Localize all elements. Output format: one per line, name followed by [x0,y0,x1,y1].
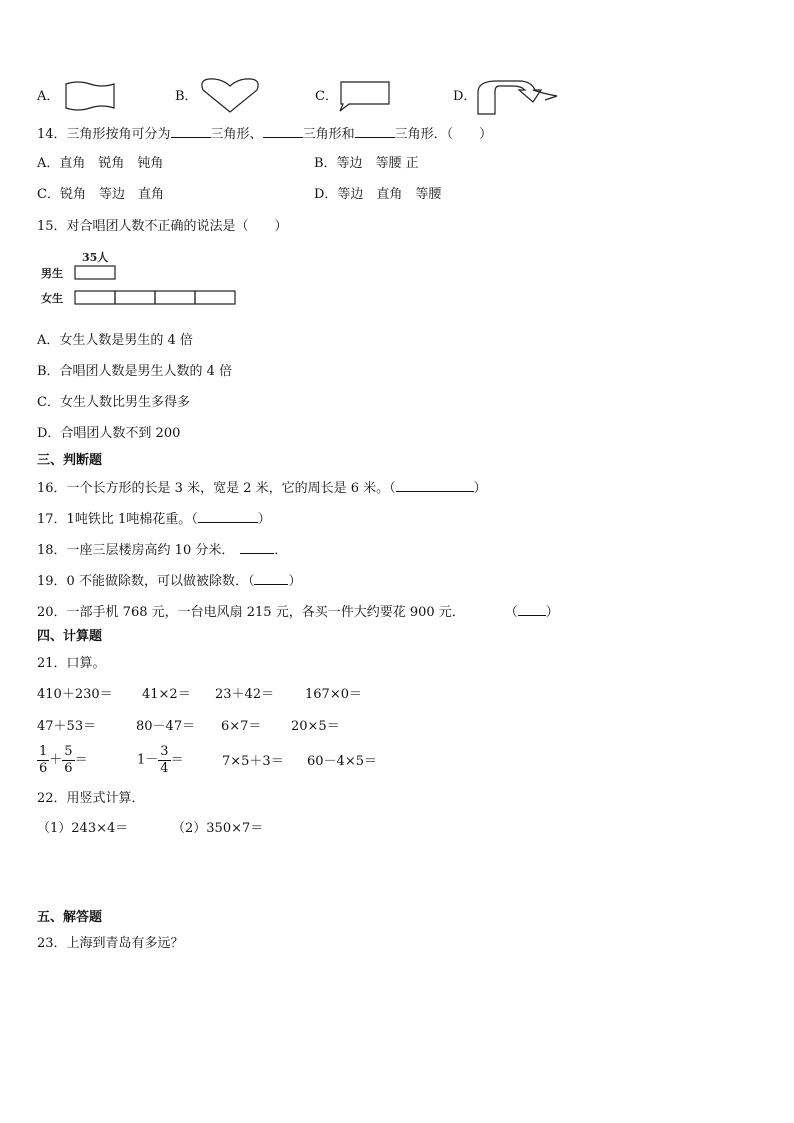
calc-item: 167×0＝ [305,687,362,702]
calc-item: 60－4×5＝ [307,754,377,769]
calc-item: 6×7＝ [221,719,262,734]
calc-item: 47＋53＝ [37,719,97,734]
question-22-stem: 22．用竖式计算． [37,791,145,806]
question-20: 20．一部手机 768 元，一台电风扇 215 元，各买一件大约要花 900 元． （ ） [37,602,559,622]
question-14-option-d[interactable]: D．等边 直角 等腰 [314,187,442,202]
calc-fraction-sum: $\frac{1}{6}$ ＋ $\frac{5}{6}$ ＝ [39,744,88,776]
option-c-label: C． [315,89,338,104]
calc-item: 41×2＝ [142,687,191,702]
diagram-top-label: 35人 [82,251,109,264]
question-21-stem: 21．口算。 [37,656,106,671]
section-5-title: 五、解答题 [37,910,103,925]
fraction: $\frac{5}{6}$ [64,744,73,776]
question-15-stem: 15．对合唱团人数不正确的说法是（ ） [37,219,288,234]
blank-17[interactable] [198,509,258,523]
blank-19[interactable] [254,571,288,585]
blank-16[interactable] [396,478,474,492]
question-14-option-a[interactable]: A．直角 锐角 钝角 [37,156,164,171]
calc-item: 7×5＋3＝ [222,754,284,769]
question-15-option-d[interactable]: D．合唱团人数不到 200 [37,426,181,441]
question-23-stem: 23．上海到青岛有多远？ [37,936,184,951]
option-b-label: B． [175,89,198,104]
calc-item: 20×5＝ [291,719,340,734]
speech-bubble-icon [337,80,393,112]
calc-item: 410＋230＝ [37,687,113,702]
calc-item: 80－47＝ [136,719,196,734]
blank-14-3[interactable] [355,124,395,138]
heart-icon [199,78,261,114]
option-d-label: D． [453,89,477,104]
flag-icon [64,80,118,112]
curved-arrow-icon [475,78,559,116]
section-4-title: 四、计算题 [37,629,103,644]
question-15-option-a[interactable]: A．女生人数是男生的 4 倍 [37,333,193,348]
question-15-option-b[interactable]: B．合唱团人数是男生人数的 4 倍 [37,364,233,379]
vertical-calc-item: （1）243×4＝ [37,821,129,836]
female-segment [195,291,235,304]
female-segment [115,291,155,304]
question-18: 18．一座三层楼房高约 10 分米． ． [37,540,287,560]
female-segment [155,291,195,304]
diagram-row-male: 男生 [41,267,63,280]
section-3-title: 三、判断题 [37,453,103,468]
fraction: $\frac{1}{6}$ [39,744,48,776]
question-14-option-b[interactable]: B．等边 等腰 正 [314,156,419,171]
diagram-row-female: 女生 [41,292,63,305]
question-17: 17．1吨铁比 1吨棉花重。（ ） [37,509,271,529]
fraction: $\frac{3}{4}$ [160,744,169,776]
choir-segment-diagram [38,250,242,306]
question-15-option-c[interactable]: C．女生人数比男生多得多 [37,395,190,410]
blank-18[interactable] [240,540,274,554]
question-16: 16．一个长方形的长是 3 米，宽是 2 米，它的周长是 6 米。（ ） [37,478,487,498]
blank-20[interactable] [518,602,546,616]
blank-14-1[interactable] [171,124,211,138]
question-19: 19．0 不能做除数，可以做被除数．（ ） [37,571,301,591]
female-segment [75,291,115,304]
vertical-calc-item: （2）350×7＝ [172,821,264,836]
option-a-label: A． [37,89,60,104]
calc-fraction-diff: 1－ $\frac{3}{4}$ ＝ [137,744,184,776]
question-14-stem: 14．三角形按角可分为 三角形、 三角形和 三角形．（ ） [37,124,492,144]
question-14-option-c[interactable]: C．锐角 等边 直角 [37,187,164,202]
blank-14-2[interactable] [263,124,303,138]
calc-item: 23＋42＝ [215,687,275,702]
female-segments [75,291,235,304]
male-segment [75,266,115,279]
